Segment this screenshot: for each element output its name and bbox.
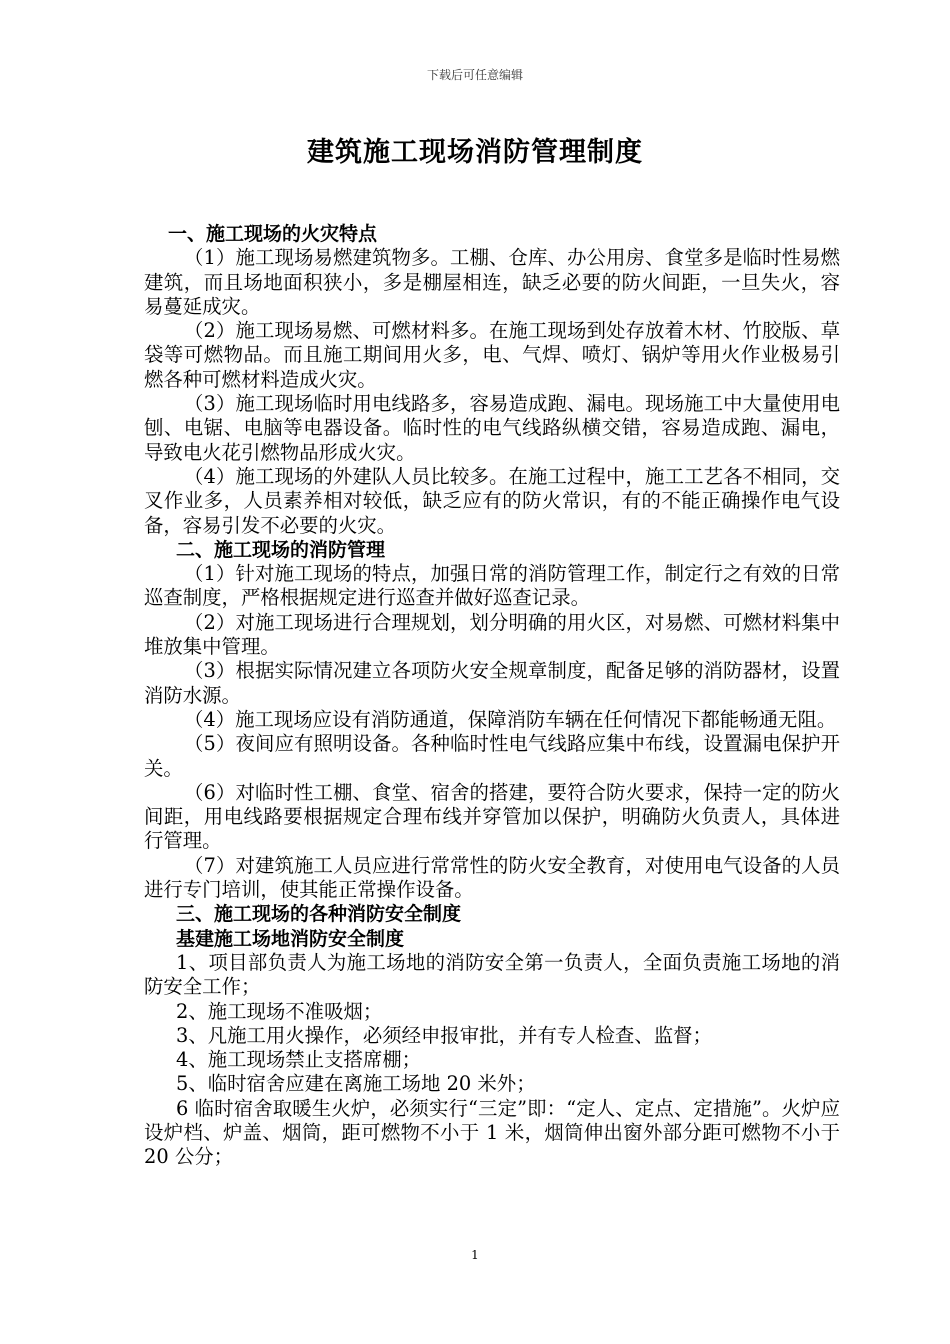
paragraph: （6）对临时性工棚、食堂、宿舍的搭建，要符合防火要求，保持一定的防火间距，用电线路要根据规定合理布线并穿管加以保护，明确防火负责人，具体进行管理。 [144, 780, 840, 853]
paragraph: （3）根据实际情况建立各项防火安全规章制度，配备足够的消防器材，设置消防水源。 [144, 659, 840, 707]
paragraph: （7）对建筑施工人员应进行常常性的防火安全教育，对使用电气设备的人员进行专门培训，使其能正常操作设备。 [144, 853, 840, 902]
paragraph: （4）施工现场应设有消防通道，保障消防车辆在任何情况下都能畅通无阻。 [184, 707, 837, 731]
document-body [144, 222, 840, 1170]
paragraph: （2）对施工现场进行合理规划，划分明确的用火区，对易燃、可燃材料集中堆放集中管理。 [144, 610, 840, 659]
paragraph: （5）夜间应有照明设备。各种临时性电气线路应集中布线，设置漏电保护开关。 [144, 732, 840, 780]
section-heading-1: 一、施工现场的火灾特点 [168, 223, 378, 245]
list-item: 6 临时宿舍取暖生火炉，必须实行“三定”即：“定人、定点、定措施”。火炉应设炉档、炉盖、烟筒，距可燃物不小于 1 米，烟筒伸出窗外部分距可燃物不小于 20 公分； [144, 1096, 840, 1169]
paragraph: （3）施工现场临时用电线路多，容易造成跑、漏电。现场施工中大量使用电刨、电锯、电脑等电器设备。临时性的电气线路纵横交错，容易造成跑、漏电，导致电火花引燃物品形成火灾。 [144, 392, 840, 464]
page-number: 1 [471, 1248, 479, 1262]
page-title: 建筑施工现场消防管理制度 [307, 137, 643, 168]
list-item: 5、临时宿舍应建在离施工场地 20 米外； [176, 1072, 536, 1096]
list-item: 4、施工现场禁止支搭席棚； [176, 1048, 422, 1072]
paragraph: （1）施工现场易燃建筑物多。工棚、仓库、办公用房、食堂多是临时性易燃建筑，而且场地面积狭小，多是棚屋相连，缺乏必要的防火间距，一旦失火，容易蔓延成灾。 [144, 246, 840, 318]
subsection-heading: 基建施工场地消防安全制度 [176, 927, 405, 950]
list-item: 3、凡施工用火操作，必须经申报审批，并有专人检查、监督； [176, 1023, 712, 1047]
section-heading-3: 三、施工现场的各种消防安全制度 [176, 903, 462, 926]
section-heading-2: 二、施工现场的消防管理 [176, 538, 386, 561]
list-item: 1、项目部负责人为施工场地的消防安全第一负责人，全面负责施工场地的消防安全工作； [144, 950, 840, 999]
page-header: 下载后可任意编辑 [426, 68, 523, 82]
list-item: 2、施工现场不准吸烟； [176, 999, 383, 1023]
paragraph: （4）施工现场的外建队人员比较多。在施工过程中，施工工艺各不相同，交叉作业多，人员素养相对较低，缺乏应有的防火常识，有的不能正确操作电气设备，容易引发不必要的火灾。 [144, 464, 840, 537]
paragraph: （1）针对施工现场的特点，加强日常的消防管理工作，制定行之有效的日常巡查制度，严格根据规定进行巡查并做好巡查记录。 [144, 562, 840, 610]
paragraph: （2）施工现场易燃、可燃材料多。在施工现场到处存放着木材、竹胶版、草袋等可燃物品。而且施工期间用火多，电、气焊、喷灯、锅炉等用火作业极易引燃各种可燃材料造成火灾。 [144, 319, 840, 391]
